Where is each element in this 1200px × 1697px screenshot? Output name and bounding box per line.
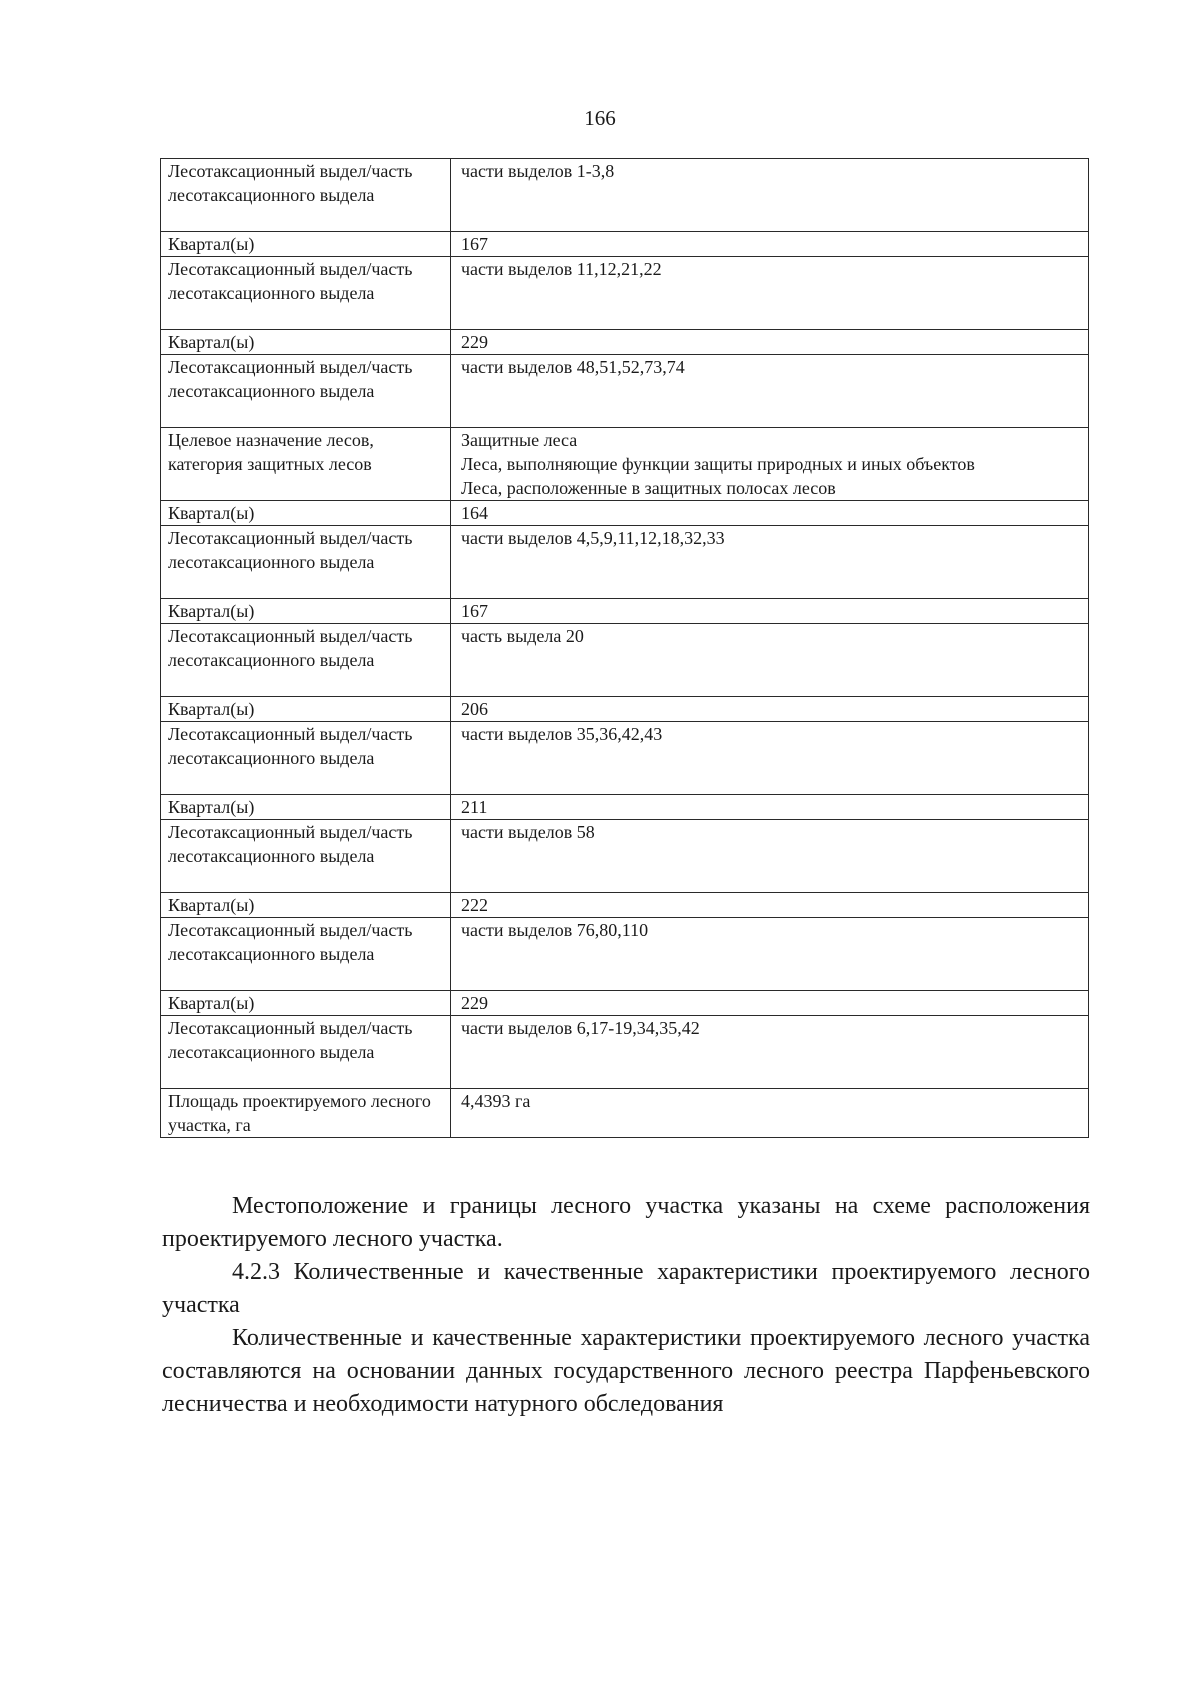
row-value: 164 — [451, 501, 1089, 526]
row-label: Лесотаксационный выдел/часть лесотаксационного выдела — [161, 257, 451, 330]
row-label: Лесотаксационный выдел/часть лесотаксационного выдела — [161, 159, 451, 232]
row-value: часть выдела 20 — [451, 624, 1089, 697]
row-value: части выделов 48,51,52,73,74 — [451, 355, 1089, 428]
paragraph-location: Местоположение и границы лесного участка указаны на схеме расположения проектируемого лесного участка. — [162, 1193, 1090, 1252]
row-value: 167 — [451, 599, 1089, 624]
forest-plot-table — [160, 158, 1089, 1138]
purpose-line: Защитные леса — [461, 430, 578, 450]
table-row — [161, 355, 1089, 428]
section-heading: 4.2.3 Количественные и качественные характеристики проектируемого лесного участка — [162, 1259, 1090, 1318]
row-value — [451, 428, 1089, 501]
row-label: Лесотаксационный выдел/часть лесотаксационного выдела — [161, 918, 451, 991]
table-row — [161, 232, 1089, 257]
table-row — [161, 159, 1089, 232]
table-row — [161, 893, 1089, 918]
row-value: части выделов 11,12,21,22 — [451, 257, 1089, 330]
table-row — [161, 501, 1089, 526]
row-label: Площадь проектируемого лесного участка, га — [161, 1089, 451, 1138]
row-label: Целевое назначение лесов, категория защитных лесов — [161, 428, 451, 501]
row-value: части выделов 35,36,42,43 — [451, 722, 1089, 795]
table-row — [161, 697, 1089, 722]
row-label: Лесотаксационный выдел/часть лесотаксационного выдела — [161, 722, 451, 795]
table-row — [161, 820, 1089, 893]
row-value: части выделов 6,17-19,34,35,42 — [451, 1016, 1089, 1089]
row-label: Квартал(ы) — [161, 893, 451, 918]
row-value: 229 — [451, 330, 1089, 355]
row-label: Лесотаксационный выдел/часть лесотаксационного выдела — [161, 526, 451, 599]
row-value: части выделов 1-3,8 — [451, 159, 1089, 232]
row-label: Лесотаксационный выдел/часть лесотаксационного выдела — [161, 820, 451, 893]
table-row — [161, 526, 1089, 599]
body-text — [162, 1190, 1090, 1421]
row-label: Квартал(ы) — [161, 599, 451, 624]
row-value: 4,4393 га — [451, 1089, 1089, 1138]
purpose-line: Леса, расположенные в защитных полосах лесов — [461, 478, 836, 498]
table-row — [161, 722, 1089, 795]
table-row — [161, 1089, 1089, 1138]
row-value: 222 — [451, 893, 1089, 918]
table-row — [161, 599, 1089, 624]
row-label: Квартал(ы) — [161, 232, 451, 257]
row-value: части выделов 76,80,110 — [451, 918, 1089, 991]
table-row — [161, 428, 1089, 501]
paragraph-characteristics: Количественные и качественные характеристики проектируемого лесного участка составляются на основании данных государственного лесного реестра Парфеньевского лесничества и необходимости натурного обследования — [162, 1325, 1090, 1417]
row-label: Лесотаксационный выдел/часть лесотаксационного выдела — [161, 355, 451, 428]
table-row — [161, 1016, 1089, 1089]
row-value: 229 — [451, 991, 1089, 1016]
row-value: 167 — [451, 232, 1089, 257]
row-label: Квартал(ы) — [161, 330, 451, 355]
table-row — [161, 330, 1089, 355]
page-number: 166 — [584, 106, 616, 130]
row-value: части выделов 58 — [451, 820, 1089, 893]
table-row — [161, 257, 1089, 330]
row-value: 206 — [451, 697, 1089, 722]
row-label: Лесотаксационный выдел/часть лесотаксационного выдела — [161, 624, 451, 697]
row-value: части выделов 4,5,9,11,12,18,32,33 — [451, 526, 1089, 599]
table-row — [161, 795, 1089, 820]
table-row — [161, 918, 1089, 991]
row-label: Квартал(ы) — [161, 795, 451, 820]
row-value: 211 — [451, 795, 1089, 820]
table-row — [161, 991, 1089, 1016]
row-label: Лесотаксационный выдел/часть лесотаксационного выдела — [161, 1016, 451, 1089]
row-label: Квартал(ы) — [161, 697, 451, 722]
table-row — [161, 624, 1089, 697]
row-label: Квартал(ы) — [161, 991, 451, 1016]
row-label: Квартал(ы) — [161, 501, 451, 526]
purpose-line: Леса, выполняющие функции защиты природных и иных объектов — [461, 454, 975, 474]
